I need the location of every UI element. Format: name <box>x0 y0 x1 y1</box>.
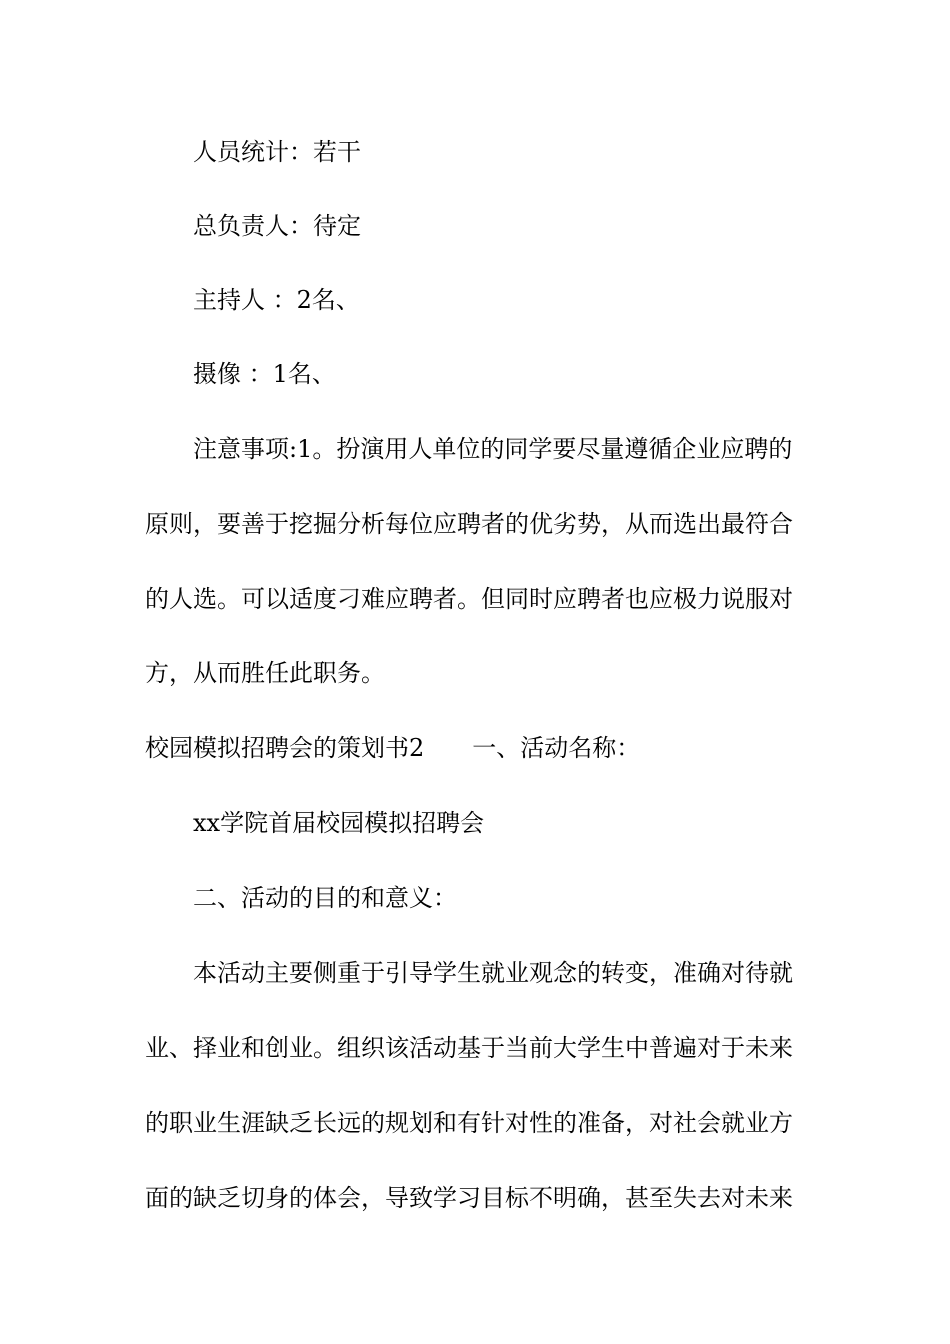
notes-line-2: 原则，要善于挖掘分析每位应聘者的优劣势，从而选出最符合 <box>145 510 793 538</box>
notes-line-3: 的人选。可以适度刁难应聘者。但同时应聘者也应极力说服对 <box>145 585 793 613</box>
activity-name: xx学院首届校园模拟招聘会 <box>193 809 485 837</box>
chief-responsible-line: 总负责人：待定 <box>193 212 361 240</box>
purpose-line-4: 面的缺乏切身的体会，导致学习目标不明确，甚至失去对未来 <box>145 1184 793 1212</box>
section-heading: 校园模拟招聘会的策划书2 一、活动名称： <box>145 734 641 762</box>
notes-line-1: 注意事项:1。扮演用人单位的同学要尽量遵循企业应聘的 <box>193 435 793 463</box>
camera-line: 摄像 ：1名、 <box>193 360 336 388</box>
purpose-heading: 二、活动的目的和意义： <box>193 884 457 912</box>
notes-line-4: 方，从而胜任此职务。 <box>145 659 385 687</box>
purpose-line-1: 本活动主要侧重于引导学生就业观念的转变，准确对待就 <box>193 959 793 987</box>
host-line: 主持人 ：2名、 <box>193 286 360 314</box>
purpose-line-3: 的职业生涯缺乏长远的规划和有针对性的准备，对社会就业方 <box>145 1109 793 1137</box>
purpose-line-2: 业、择业和创业。组织该活动基于当前大学生中普遍对于未来 <box>145 1034 793 1062</box>
staff-count-line: 人员统计：若干 <box>193 138 361 166</box>
